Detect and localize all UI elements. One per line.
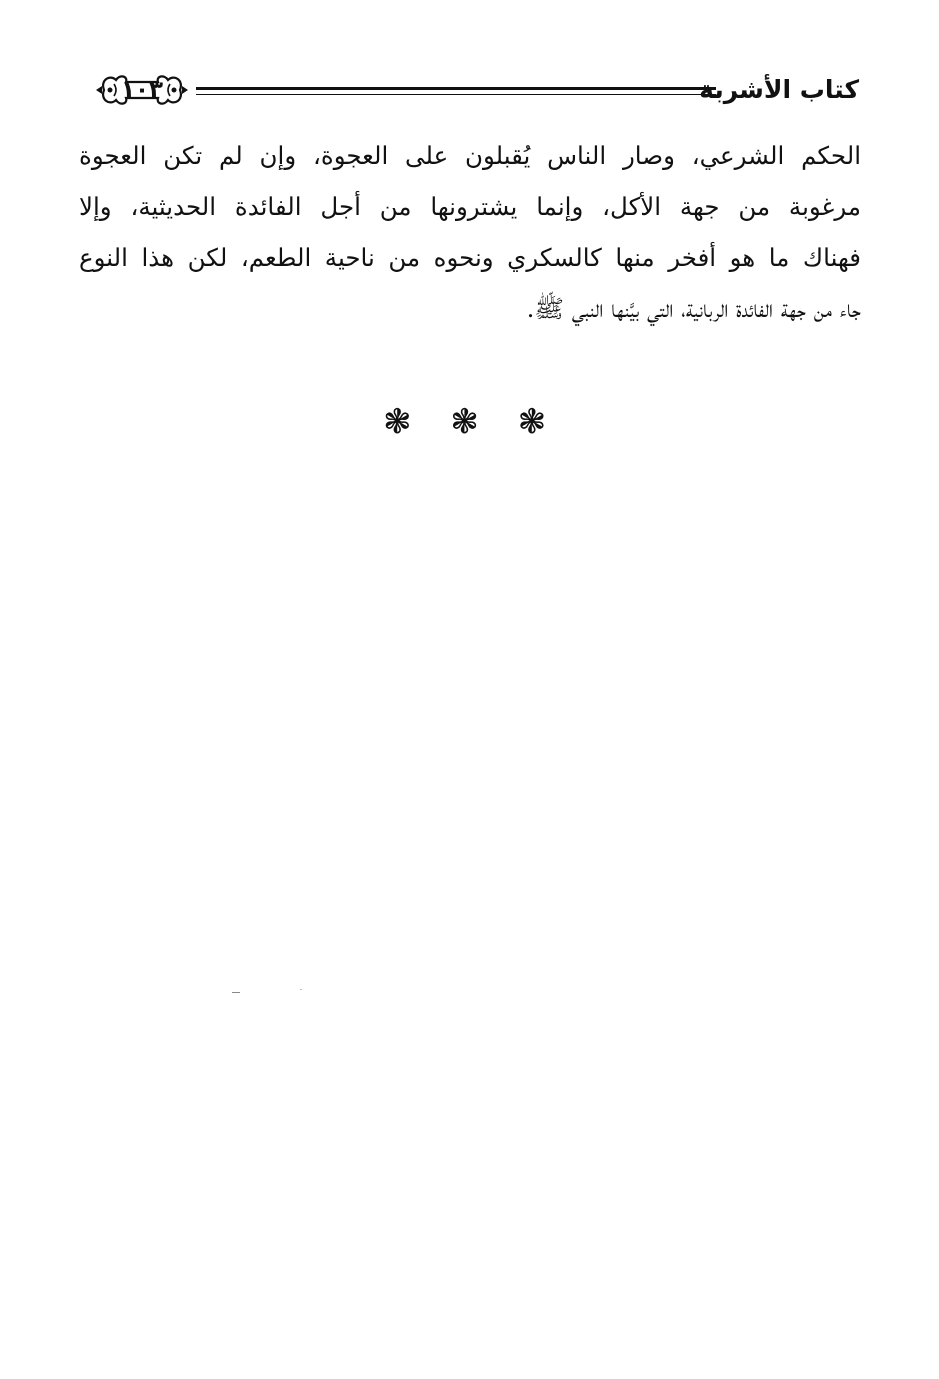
flower-ornament-icon: ❃ [382,402,422,442]
header-rule [196,87,716,90]
section-separator [0,400,939,444]
page-number: ١٠٣ [120,77,164,103]
flower-ornament-icon: ❃ [517,402,557,442]
body-line: فهناك ما هو أفخر منها كالسكري ونحوه من ناحية الطعم، لكن هذا النوع [79,243,861,272]
body-line: جاء من جهة الفائدة الربانية، التي بيَّنها النبي ﷺ. [526,294,861,323]
running-title: كتاب الأشربة [699,75,859,104]
header-rule-thin [196,94,716,95]
body-line: الحكم الشرعي، وصار الناس يُقبلون على العجوة، وإن لم تكن العجوة [79,141,861,170]
flower-ornament-icon: ❃ [450,402,489,442]
scan-speck [300,989,302,990]
scan-speck [232,992,240,993]
body-paragraph [79,130,861,334]
page-number-ornament [92,66,192,114]
body-line: مرغوبة من جهة الأكل، وإنما يشترونها من أجل الفائدة الحديثية، وإلا [79,192,861,221]
